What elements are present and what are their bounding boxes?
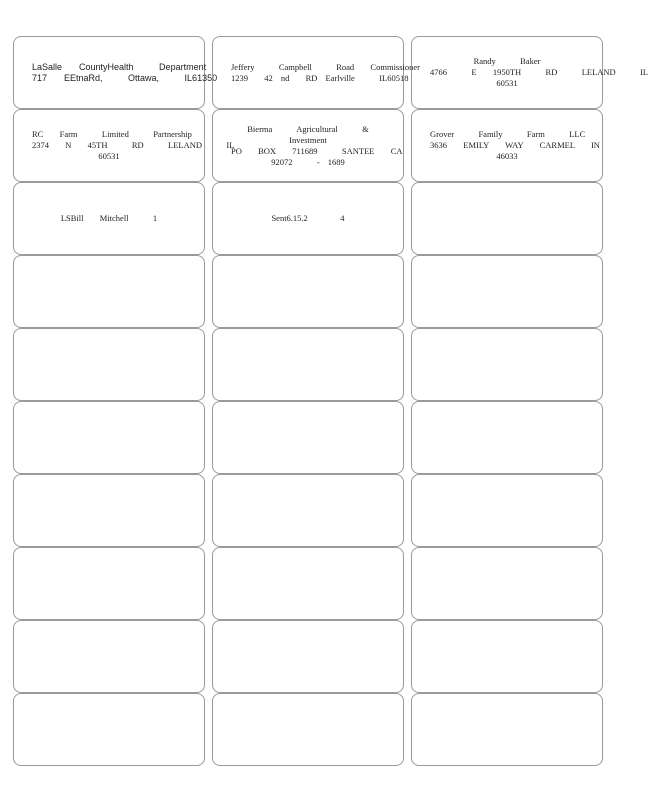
mailing-label: [13, 401, 205, 474]
label-line: 2374 N 45TH RD LELAND IL: [32, 140, 235, 150]
mailing-label: [212, 109, 404, 182]
mailing-label: [212, 328, 404, 401]
label-line: 92072 - 1689: [271, 156, 345, 167]
mailing-label: [212, 401, 404, 474]
label-line: Investment: [289, 134, 327, 145]
label-line: Bierma Agricultural &: [247, 123, 369, 134]
mailing-label: [411, 182, 603, 255]
label-line: Grover Family Farm LLC: [430, 129, 586, 139]
mailing-label: [212, 255, 404, 328]
mailing-label: [212, 620, 404, 693]
mailing-label: [13, 693, 205, 766]
mailing-label: [411, 547, 603, 620]
mailing-label: [411, 36, 648, 109]
mailing-label: [13, 36, 218, 109]
label-line: LSBill Mitchell 1: [60, 213, 158, 223]
label-line: 1239 42 nd RD Earlville IL60518: [231, 72, 409, 83]
mailing-label: [411, 401, 603, 474]
label-line: Jeffery Campbell Road Commissioner: [231, 61, 421, 72]
label-line: Sent6.15.2 4: [271, 213, 345, 223]
mailing-label: [212, 182, 404, 255]
label-line: RC Farm Limited Partnership: [32, 129, 192, 139]
label-line: 717 EEtnaRd, Ottawa, IL61350: [32, 72, 218, 83]
mailing-label: [212, 547, 404, 620]
mailing-label: [411, 620, 603, 693]
mailing-label: [212, 693, 404, 766]
label-line: 60531: [496, 78, 518, 88]
label-line: PO BOX 711689 SANTEE CA: [231, 145, 403, 156]
mailing-label: [13, 182, 205, 255]
label-line: 4766 E 1950TH RD LELAND IL: [430, 67, 648, 77]
label-line: 46033: [496, 151, 518, 161]
mailing-label: [411, 693, 603, 766]
mailing-label: [13, 620, 205, 693]
mailing-label: [411, 474, 603, 547]
mailing-label: [212, 36, 421, 109]
label-line: LaSalle CountyHealth Department: [32, 61, 207, 72]
mailing-label: [13, 474, 205, 547]
label-line: 3636 EMILY WAY CARMEL IN: [430, 140, 600, 150]
label-line: 60531: [98, 151, 120, 161]
mailing-label: [13, 255, 205, 328]
label-line: Randy Baker: [473, 56, 541, 66]
mailing-label: [212, 474, 404, 547]
mailing-label: [13, 547, 205, 620]
label-sheet: [13, 36, 648, 766]
mailing-label: [411, 328, 603, 401]
mailing-label: [411, 255, 603, 328]
mailing-label: [411, 109, 603, 182]
mailing-label: [13, 328, 205, 401]
mailing-label: [13, 109, 235, 182]
